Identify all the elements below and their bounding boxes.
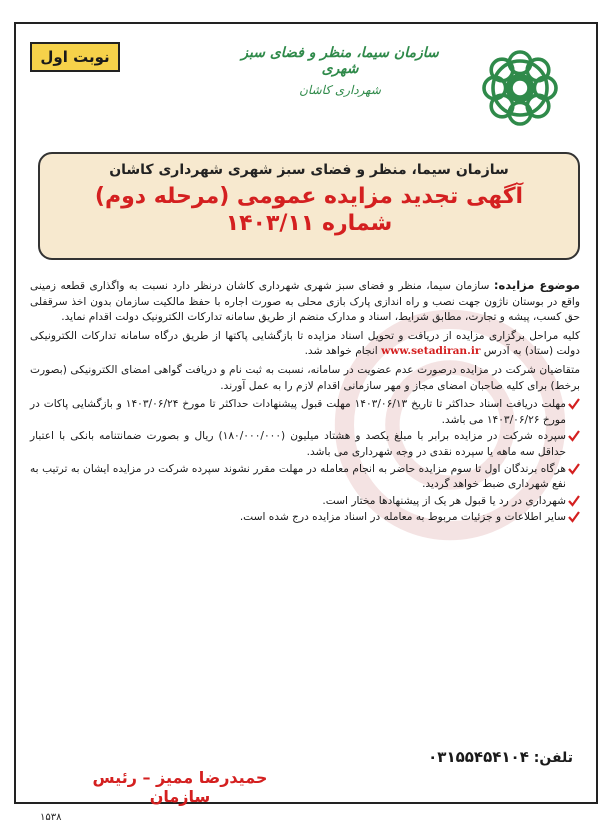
check-icon	[568, 430, 580, 442]
registration-paragraph: متقاضیان شرکت در مزایده درصورت عدم عضویت در سامانه، نسبت به ثبت نام و دریافت گواهی امضای الکترونیکی (بصورت برخط) برای کلیه صاحبان امضای مجاز و مهر سازمانی اقدام لازم را به عمل آورند.	[30, 363, 580, 392]
process-text-after: انجام خواهد شد.	[304, 345, 382, 358]
list-item	[30, 510, 580, 526]
condition-text: سپرده شرکت در مزایده برابر با مبلغ یکصد و هشتاد میلیون (۱۸۰/۰۰۰/۰۰۰) ریال و بصورت ضمانتنامه بانکی با اعتبار حداقل سه ماهه یا سپرده نقدی در وجه شهرداری می باشد.	[30, 430, 567, 458]
ad-number: شماره ۱۴۰۳/۱۱	[225, 211, 393, 236]
ad-code: ۱۵۳۸	[40, 812, 62, 823]
list-item	[30, 462, 580, 493]
subject-text: سازمان سیما، منظر و فضای سبز شهری شهرداری کاشان درنظر دارد نسبت به واگذاری قطعه زمینی واقع در بوستان ناژون جهت نصب و راه اندازی پارک بازی محلی به صورت اجاره با حفظ مالکیت سازمان بدون اخذ سرقفلی حق کسب، پیشه و تجارت، مطابق شرایط، اسناد و مدارک منضم از طریق سامانه تدارکات الکترونیک دولت اقدام نماید.	[30, 280, 580, 324]
ad-body	[30, 278, 580, 527]
condition-text: شهرداری در رد یا قبول هر یک از پیشنهادها مختار است.	[322, 494, 566, 507]
organization-name: سازمان سیما، منظر و فضای سبز شهری شهرداری کاشان	[109, 162, 509, 178]
list-item	[30, 494, 580, 510]
conditions-list	[30, 397, 580, 526]
condition-text: هرگاه برندگان اول تا سوم مزایده حاضر به انجام معامله در مهلت مقرر نشوند سپرده شرکت در مزایده ایشان به ترتیب به نفع شهرداری ضبط خواهد گردید.	[30, 462, 566, 491]
check-icon	[568, 398, 580, 410]
badge-label: نوبت اول	[40, 48, 110, 66]
phone-row	[428, 748, 573, 766]
list-item	[30, 429, 580, 460]
subject-paragraph	[30, 278, 580, 326]
check-icon	[568, 463, 580, 475]
phone-number: ۰۳۱۵۵۴۵۴۱۰۴	[428, 748, 529, 766]
list-item	[30, 397, 580, 428]
logo-text	[225, 45, 455, 97]
ad-title: آگهی تجدید مزایده عمومی (مرحله دوم)	[94, 184, 524, 209]
setadiran-link[interactable]: www.setadiran.ir	[381, 345, 481, 358]
condition-text: مهلت دریافت اسناد حداکثر تا تاریخ ۱۴۰۳/۰۶/۱۳ مهلت قبول پیشنهادات حداکثر تا مورخ ۱۴۰۳/۰۶/۲۴ و بازگشایی پاکات در مورخ ۱۴۰۳/۰۶/۲۶ می باشد.	[30, 398, 566, 426]
emblem-icon	[475, 43, 565, 133]
process-text-before: کلیه مراحل برگزاری مزایده از دریافت و تحویل اسناد مزایده تا بازگشایی پاکتها از طریق درگاه سامانه تدارکات الکترونیکی دولت (ستاد) به آدرس	[30, 329, 580, 358]
signature: حمیدرضا ممیز – رئیس سازمان	[92, 768, 268, 806]
check-icon	[568, 495, 580, 507]
logo-line-2: شهرداری کاشان	[299, 83, 381, 97]
organization-logo	[225, 35, 565, 145]
condition-text: سایر اطلاعات و جزئیات مربوط به معامله در اسناد مزایده درج شده است.	[239, 511, 566, 524]
logo-line-1: سازمان سیما، منظر و فضای سبز شهری	[241, 45, 439, 77]
header-box	[38, 152, 580, 260]
first-publication-badge	[30, 42, 120, 72]
phone-label: تلفن:	[533, 750, 573, 766]
subject-label: موضوع مزایده:	[493, 278, 580, 292]
process-paragraph	[30, 329, 580, 360]
check-icon	[568, 511, 580, 523]
